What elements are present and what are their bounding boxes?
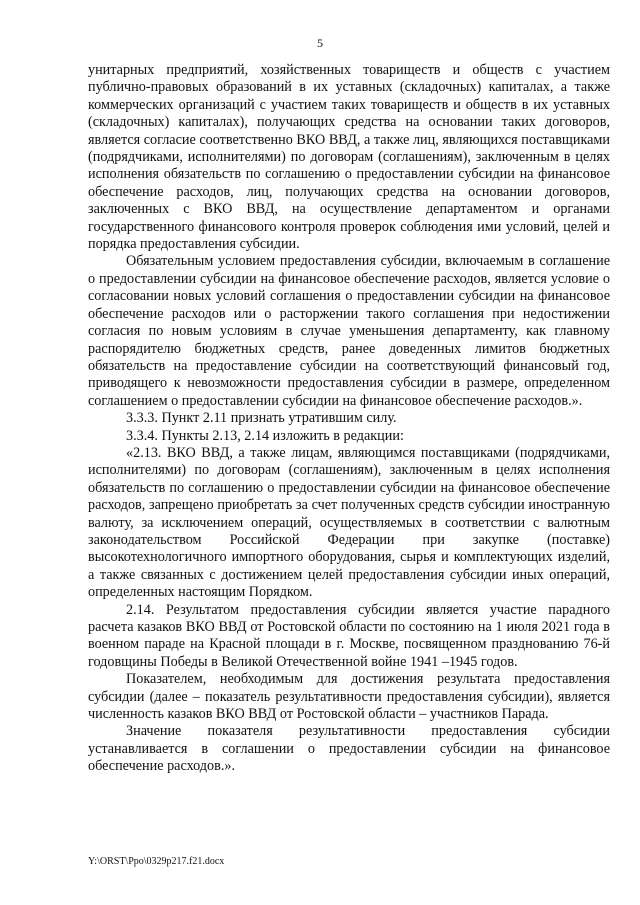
- paragraph-8: Значение показателя результативности предоставления субсидии устанавливается в соглашении о предоставлении субсидии на финансовое обеспечение расходов.».: [88, 723, 610, 775]
- paragraph-2: Обязательным условием предоставления субсидии, включаемым в соглашение о предоставлении субсидии на финансовое обеспечение расходов, является условие о согласовании новых условий соглашения о предоставлении субсидии на финансовое обеспечение расходов или о расторжении такого соглашения при недостижении согласия по новым условиям в случае уменьшения департаменту, как главному распорядителю бюджетных средств, ранее доведенных лимитов бюджетных обязательств на предоставление субсидии на соответствующий финансовый год, приводящего к невозможности предоставления субсидии в размере, определенном соглашением о предоставлении субсидии на финансовое обеспечение расходов.».: [88, 253, 610, 409]
- paragraph-1: унитарных предприятий, хозяйственных товариществ и обществ с участием публично-правовых образований в их уставных (складочных) капиталах, а также коммерческих организаций с участием таких товариществ и обществ в их уставных (складочных) капиталах), получающих средства на основании таких договоров, является согласие соответственно ВКО ВВД, а также лиц, являющихся поставщиками (подрядчиками, исполнителями) по договорам (соглашениям), заключенным в целях исполнения обязательств по соглашению о предоставлении субсидии на финансовое обеспечение расходов, лиц, получающих средства на основании договоров, заключенных с ВКО ВВД, на осуществление департаментом и органами государственного финансового контроля проверок соблюдения ими условий, целей и порядка предоставления субсидии.: [88, 62, 610, 253]
- paragraph-7: Показателем, необходимым для достижения результата предоставления субсидии (далее – показатель результативности предоставления субсидии), является численность казаков ВКО ВВД от Ростовской области – участников Парада.: [88, 671, 610, 723]
- document-body: [88, 62, 610, 776]
- footer-file-path: Y:\ORST\Ppo\0329p217.f21.docx: [88, 856, 225, 867]
- paragraph-4: 3.3.4. Пункты 2.13, 2.14 изложить в редакции:: [126, 427, 404, 444]
- paragraph-6: 2.14. Результатом предоставления субсидии является участие парадного расчета казаков ВКО ВВД от Ростовской области по состоянию на 1 июля 2021 года в военном параде на Красной площади в г. Москве, посвященном празднованию 76-й годовщины Победы в Великой Отечественной войне 1941 –1945 годов.: [88, 601, 610, 670]
- paragraph-3: 3.3.3. Пункт 2.11 признать утратившим силу.: [126, 410, 397, 427]
- page-number: 5: [317, 36, 323, 50]
- paragraph-5: «2.13. ВКО ВВД, а также лицам, являющимся поставщиками (подрядчиками, исполнителями) по договорам (соглашениям), заключенным в целях исполнения обязательств по соглашению о предоставлении субсидии на финансовое обеспечение расходов, запрещено приобретать за счет полученных средств субсидии иностранную валюту, за исключением операций, осуществляемых в соответствии с валютным законодательством Российской Федерации при закупке (поставке) высокотехнологичного импортного оборудования, сырья и комплектующих изделий, а также связанных с достижением целей предоставления субсидии иных операций, определенных настоящим Порядком.: [88, 444, 610, 601]
